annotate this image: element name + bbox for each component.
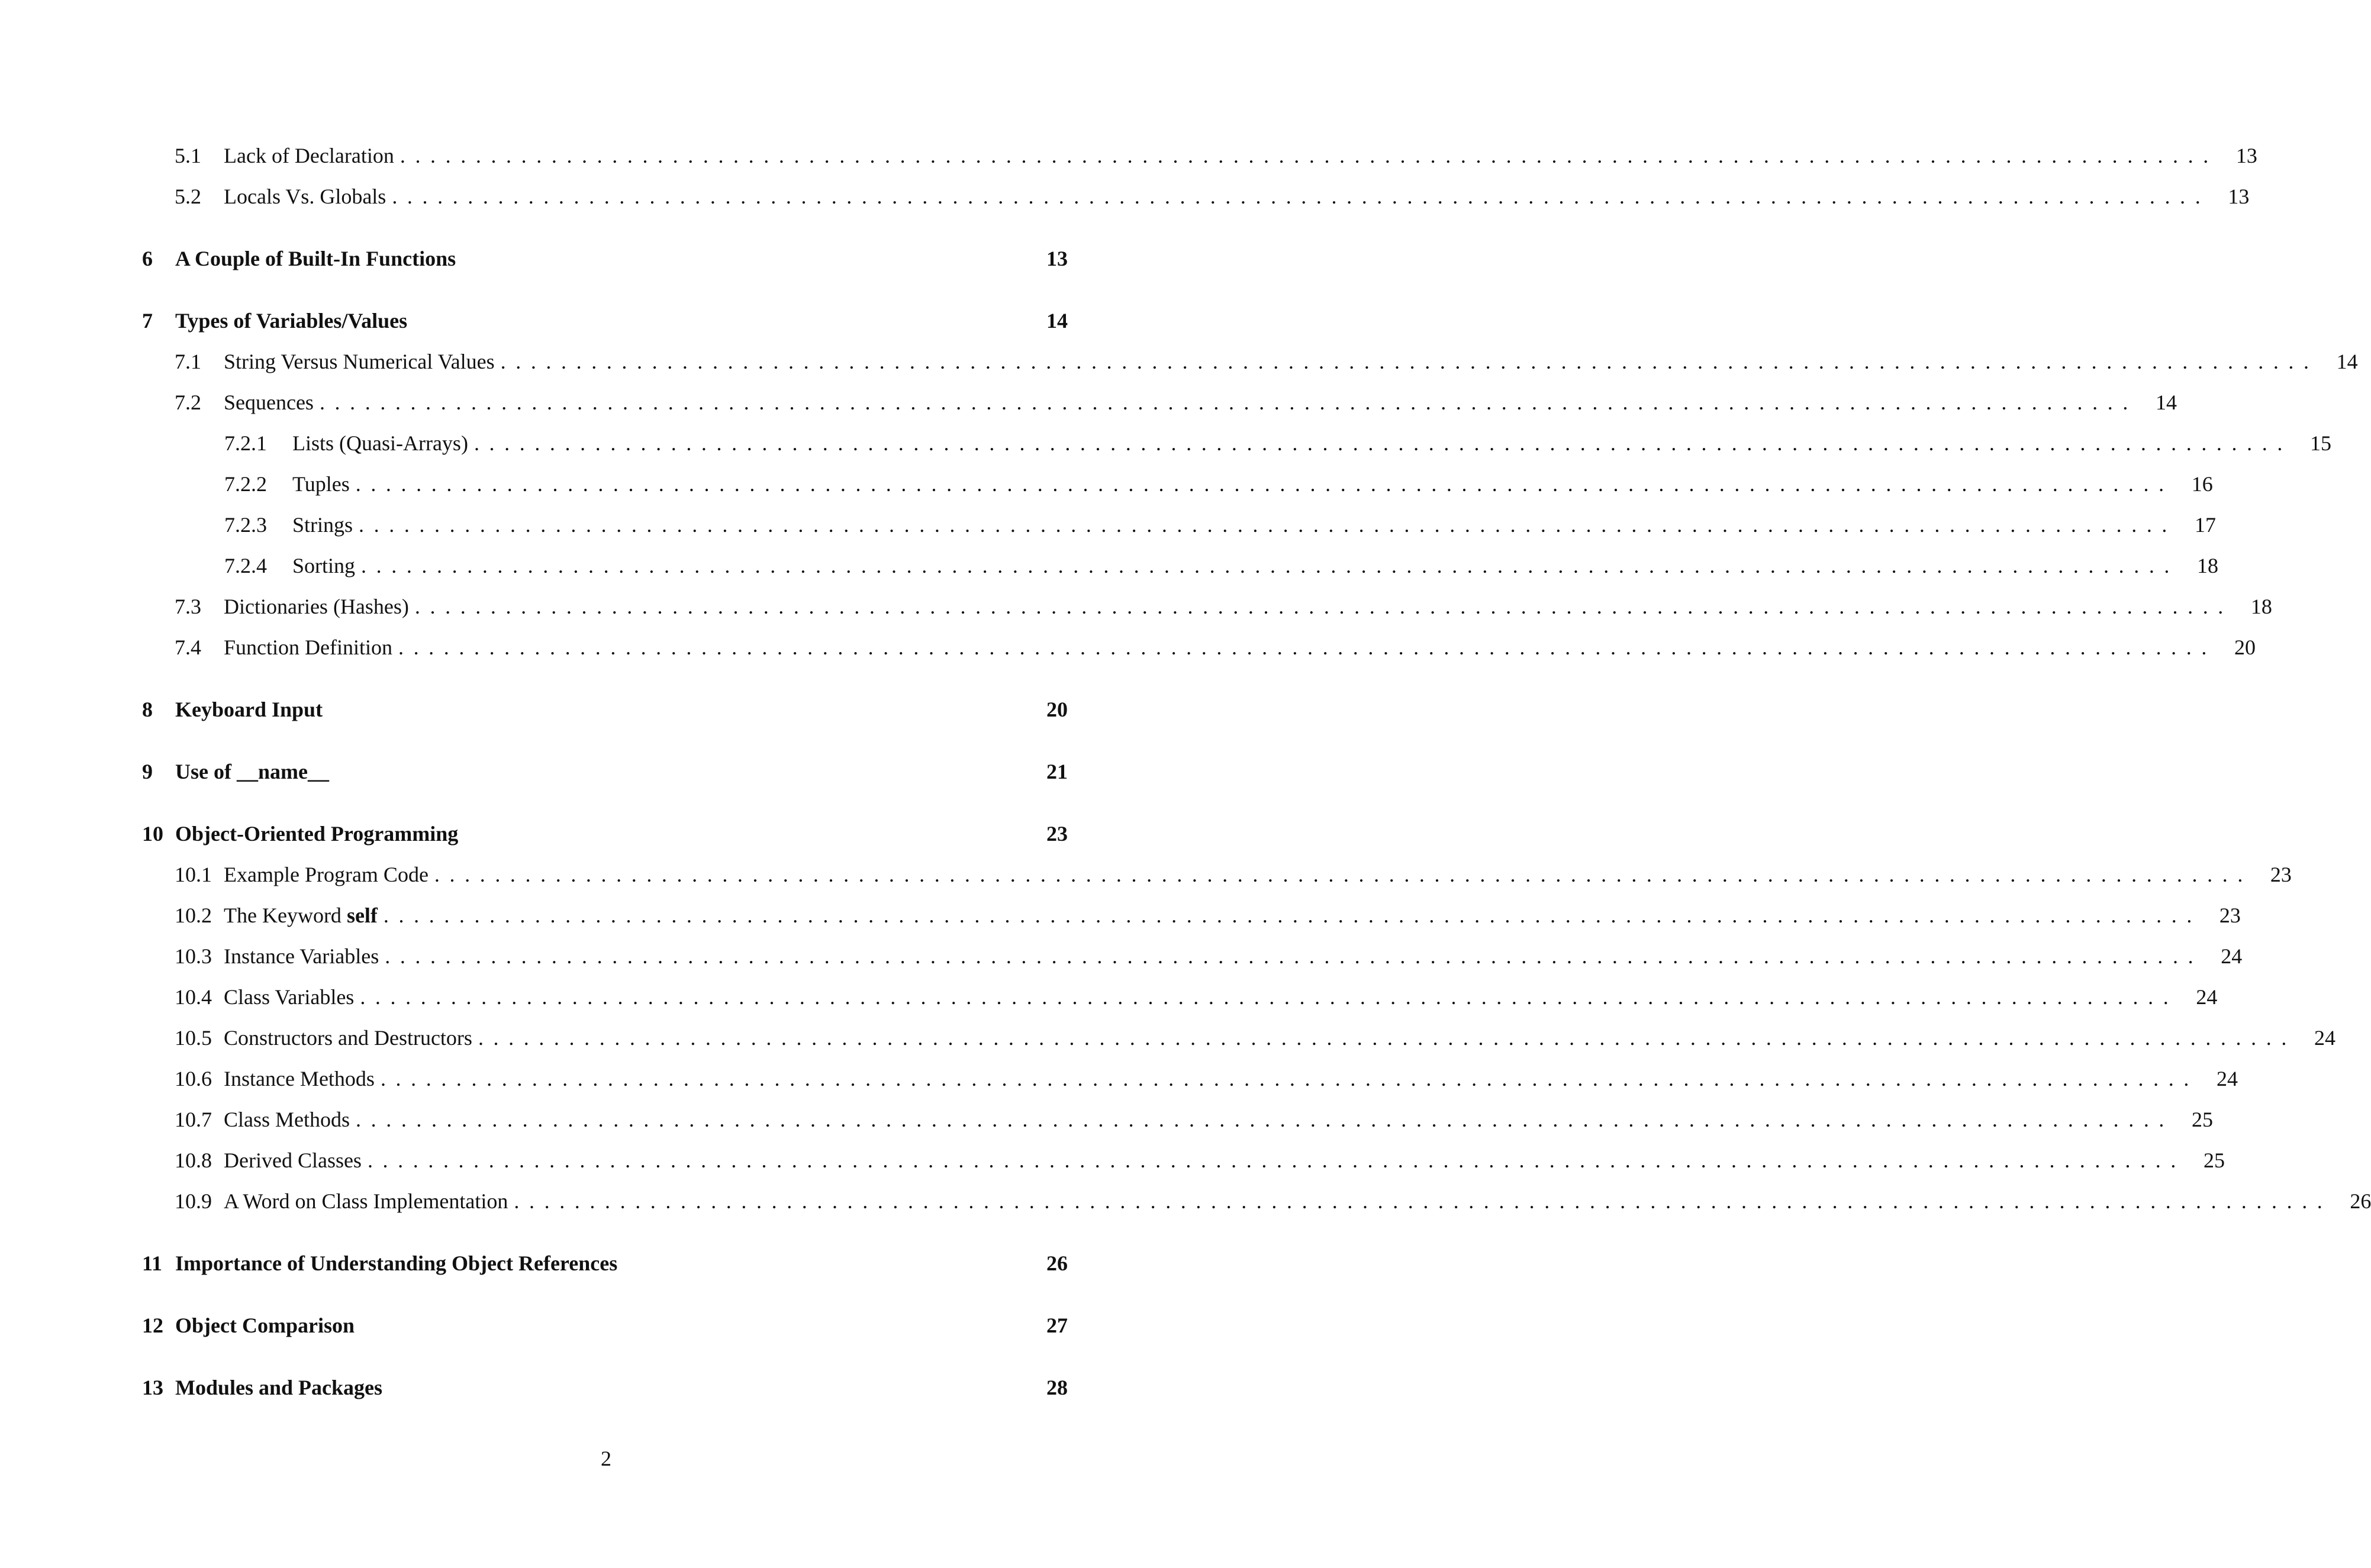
toc-entry-title-text: Derived Classes <box>224 1148 362 1172</box>
toc-entry-page-number: 14 <box>1046 309 1068 333</box>
toc-entry-title-text: String Versus Numerical Values <box>224 350 495 373</box>
toc-entry-title <box>175 1373 382 1402</box>
toc-dot-leader: ........................................................................................................................ <box>385 944 2204 968</box>
toc-section-entry <box>142 941 2243 971</box>
toc-entry-title-text: Types of Variables/Values <box>175 309 408 333</box>
toc-entry-title-text: Sequences <box>224 391 314 414</box>
toc-section-entry <box>142 860 2292 889</box>
toc-entry-page-number: 28 <box>1046 1376 1068 1399</box>
toc-entry-page-number: 23 <box>2270 863 2292 886</box>
toc-entry-number: 7.2.1 <box>224 431 267 455</box>
toc-entry-number: 13 <box>142 1376 163 1399</box>
toc-entry-page-number: 20 <box>1046 698 1068 721</box>
toc-entry-title-text: Locals Vs. Globals <box>224 185 386 208</box>
toc-entry-number: 7.2.4 <box>224 554 267 577</box>
toc-entry-title-text: Instance Variables <box>224 944 379 968</box>
toc-entry-page-number: 13 <box>2228 185 2250 208</box>
toc-chapter-entry <box>142 1248 1068 1278</box>
toc-entry-page-number: 24 <box>2216 1067 2238 1090</box>
toc-entry-title <box>224 141 394 170</box>
toc-entry-title <box>175 757 329 786</box>
toc-entry-page-number: 26 <box>2350 1189 2371 1213</box>
toc-section-entry <box>142 1105 2214 1134</box>
toc-dot-leader: ........................................................................................................................ <box>500 350 2319 373</box>
toc-entry-number: 6 <box>142 247 153 270</box>
toc-dot-leader: ........................................................................................................................ <box>392 185 2211 208</box>
toc-entry-number: 11 <box>142 1251 163 1275</box>
toc-entry-number: 10 <box>142 822 163 846</box>
toc-entry-page-number: 20 <box>2234 635 2256 659</box>
toc-chapter-entry <box>142 757 1068 786</box>
toc-entry-title-text: A Couple of Built-In Functions <box>175 247 456 270</box>
toc-dot-leader: ........................................................................................................................ <box>380 1067 2199 1090</box>
toc-dot-leader: ........................................................................................................................ <box>355 472 2174 496</box>
toc-section-entry <box>142 901 2241 930</box>
toc-entry-page-number: 16 <box>2191 472 2213 496</box>
toc-entry-title-text: Lack of Declaration <box>224 144 394 167</box>
toc-entry-keyword: self <box>346 904 378 927</box>
toc-entry-title-text: Constructors and Destructors <box>224 1026 472 1050</box>
toc-section-entry <box>142 1023 2335 1053</box>
toc-dot-leader: ........................................................................................................................ <box>360 985 2179 1009</box>
toc-entry-title <box>224 633 392 662</box>
toc-section-entry <box>142 388 2177 417</box>
toc-entry-title-text: Lists (Quasi-Arrays) <box>292 431 468 455</box>
toc-section-entry <box>142 428 2331 458</box>
toc-section-entry <box>142 1186 2371 1216</box>
toc-entry-title-text: Object-Oriented Programming <box>175 822 459 846</box>
toc-entry-title-text: The Keyword <box>224 904 347 927</box>
toc-section-entry <box>142 551 2219 580</box>
toc-entry-title <box>224 1105 350 1134</box>
toc-entry-page-number: 23 <box>2219 904 2241 927</box>
toc-section-entry <box>142 982 2218 1012</box>
toc-entry-page-number: 25 <box>2203 1148 2225 1172</box>
toc-entry-title-text: Example Program Code <box>224 863 429 886</box>
toc-entry-number: 12 <box>142 1314 163 1337</box>
toc-entry-title <box>224 1146 362 1175</box>
toc-entry-title <box>224 1186 508 1216</box>
toc-chapter-entry <box>142 244 1068 273</box>
toc-entry-title <box>175 244 456 273</box>
toc-entry-number: 7.2 <box>175 391 201 414</box>
toc-entry-number: 7.4 <box>175 635 201 659</box>
toc-chapter-entry <box>142 819 1068 848</box>
toc-entry-title <box>224 1064 375 1093</box>
toc-entry-title <box>224 182 386 211</box>
toc-section-entry <box>142 592 2272 621</box>
toc-entry-title-text: Function Definition <box>224 635 392 659</box>
toc-entry-title-text: Object Comparison <box>175 1314 355 1337</box>
toc-entry-title <box>224 901 378 930</box>
toc-dot-leader: ........................................................................................................................ <box>514 1189 2333 1213</box>
toc-entry-title-text: Tuples <box>292 472 350 496</box>
toc-entry-title <box>175 1311 355 1340</box>
toc-entry-number: 10.2 <box>175 904 212 927</box>
toc-section-entry <box>142 182 2250 211</box>
toc-section-entry <box>142 1146 2225 1175</box>
toc-entry-number: 7 <box>142 309 153 333</box>
toc-entry-title-text: Modules and Packages <box>175 1376 383 1399</box>
toc-entry-title <box>224 347 495 376</box>
toc-entry-title-text: Keyboard Input <box>175 698 323 721</box>
toc-entry-title-text: Class Variables <box>224 985 355 1009</box>
toc-entry-title <box>224 388 314 417</box>
toc-entry-page-number: 21 <box>1046 760 1068 783</box>
toc-entry-number: 10.9 <box>175 1189 212 1213</box>
toc-entry-title <box>292 510 353 540</box>
toc-entry-title-text: Importance of Understanding Object References <box>175 1251 618 1275</box>
toc-entry-number: 10.8 <box>175 1148 212 1172</box>
toc-entry-title <box>175 306 407 335</box>
toc-entry-number: 10.7 <box>175 1108 212 1131</box>
toc-entry-number: 5.2 <box>175 185 201 208</box>
toc-entry-title <box>292 428 468 458</box>
toc-dot-leader: ........................................................................................................................ <box>400 144 2218 167</box>
toc-dot-leader: ........................................................................................................................ <box>473 431 2292 455</box>
toc-entry-number: 7.1 <box>175 350 201 373</box>
toc-chapter-entry <box>142 1373 1068 1402</box>
toc-entry-number: 10.4 <box>175 985 212 1009</box>
toc-entry-page-number: 14 <box>2336 350 2358 373</box>
toc-dot-leader: ........................................................................................................................ <box>398 635 2217 659</box>
page-number: 2 <box>601 1447 611 1470</box>
toc-entry-number: 5.1 <box>175 144 201 167</box>
toc-section-entry <box>142 141 2257 170</box>
toc-entry-page-number: 24 <box>2314 1026 2335 1050</box>
toc-entry-page-number: 24 <box>2196 985 2218 1009</box>
toc-dot-leader: ........................................................................................................................ <box>383 904 2202 927</box>
toc-section-entry <box>142 1064 2238 1093</box>
toc-entry-page-number: 25 <box>2192 1108 2214 1131</box>
toc-entry-page-number: 18 <box>2250 595 2272 618</box>
toc-entry-number: 7.3 <box>175 595 201 618</box>
toc-section-entry <box>142 510 2217 540</box>
toc-entry-title <box>175 695 323 724</box>
toc-dot-leader: ........................................................................................................................ <box>434 863 2253 886</box>
toc-entry-number: 10.5 <box>175 1026 212 1050</box>
toc-entry-title <box>292 551 355 580</box>
toc-entry-title-text: Class Methods <box>224 1108 350 1131</box>
toc-entry-page-number: 13 <box>1046 247 1068 270</box>
toc-entry-page-number: 17 <box>2195 513 2217 537</box>
toc-entry-number: 10.1 <box>175 863 212 886</box>
toc-entry-number: 10.3 <box>175 944 212 968</box>
toc-entry-title <box>224 941 379 971</box>
toc-entry-title-text: Use of __name__ <box>175 760 329 783</box>
toc-entry-title-text: A Word on Class Implementation <box>224 1189 508 1213</box>
toc-entry-title <box>224 1023 472 1053</box>
toc-entry-number: 9 <box>142 760 153 783</box>
toc-chapter-entry <box>142 306 1068 335</box>
toc-section-entry <box>142 633 2256 662</box>
toc-dot-leader: ........................................................................................................................ <box>367 1148 2186 1172</box>
toc-entry-title <box>224 592 409 621</box>
toc-section-entry <box>142 347 2358 376</box>
toc-chapter-entry <box>142 695 1068 724</box>
toc-entry-page-number: 13 <box>2235 144 2257 167</box>
toc-entry-page-number: 23 <box>1046 822 1068 846</box>
toc-entry-page-number: 15 <box>2309 431 2331 455</box>
toc-dot-leader: ........................................................................................................................ <box>356 1108 2175 1131</box>
toc-entry-page-number: 14 <box>2155 391 2177 414</box>
toc-dot-leader: ........................................................................................................................ <box>414 595 2233 618</box>
toc-chapter-entry <box>142 1311 1068 1340</box>
toc-dot-leader: ........................................................................................................................ <box>359 513 2177 537</box>
toc-dot-leader: ........................................................................................................................ <box>361 554 2180 577</box>
toc-dot-leader: ........................................................................................................................ <box>319 391 2138 414</box>
toc-entry-number: 7.2.3 <box>224 513 267 537</box>
toc-entry-page-number: 24 <box>2221 944 2243 968</box>
toc-entry-number: 7.2.2 <box>224 472 267 496</box>
toc-entry-page-number: 27 <box>1046 1314 1068 1337</box>
toc-entry-title-text: Sorting <box>292 554 356 577</box>
toc-entry-number: 10.6 <box>175 1067 212 1090</box>
toc-entry-title-text: Instance Methods <box>224 1067 375 1090</box>
toc-entry-page-number: 18 <box>2197 554 2219 577</box>
toc-entry-title <box>175 1248 617 1278</box>
toc-entry-title-text: Strings <box>292 513 353 537</box>
toc-dot-leader: ........................................................................................................................ <box>478 1026 2296 1050</box>
toc-entry-number: 8 <box>142 698 153 721</box>
toc-entry-title <box>175 819 458 848</box>
toc-entry-title <box>224 982 354 1012</box>
toc-section-entry <box>142 469 2213 499</box>
toc-entry-page-number: 26 <box>1046 1251 1068 1275</box>
toc-entry-title-text: Dictionaries (Hashes) <box>224 595 409 618</box>
toc-entry-title <box>292 469 350 499</box>
toc-entry-title <box>224 860 429 889</box>
